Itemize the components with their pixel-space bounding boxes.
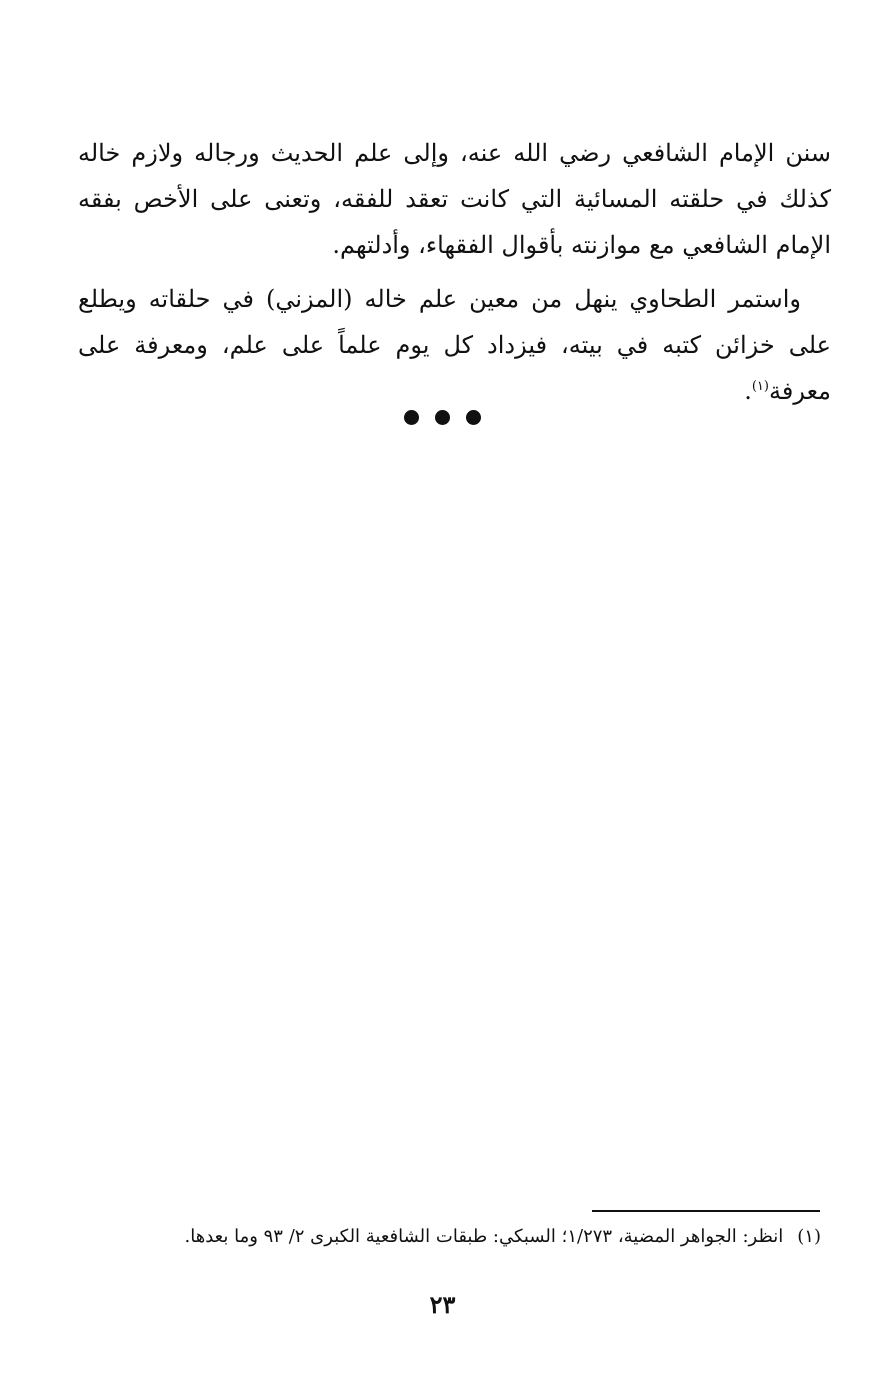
separator-dot: [435, 410, 450, 425]
separator-dot: [404, 410, 419, 425]
body-text: [78, 130, 831, 414]
footnote: [78, 1222, 821, 1252]
paragraph-1-text: سنن الإمام الشافعي رضي الله عنه، وإلى علم الحديث ورجاله ولازم خاله كذلك في حلقته المسائية التي كانت تعقد للفقه، وتعنى على الأخص بفقه الإمام الشافعي مع موازنته بأقوال الفقهاء، وأدلتهم.: [78, 139, 832, 259]
footnote-divider: [592, 1210, 820, 1212]
paragraph-1: [78, 130, 831, 268]
footnote-reference: (١): [751, 379, 769, 394]
paragraph-2-text: واستمر الطحاوي ينهل من معين علم خاله (المزني) في حلقاته ويطلع على خزائن كتبه في بيته، فيزداد كل يوم علماً على علم، ومعرفة على معرفة: [78, 285, 831, 405]
paragraph-2-end-punct: .: [744, 377, 752, 405]
footnote-marker: (١): [797, 1226, 821, 1247]
section-separator: [0, 410, 885, 425]
separator-dot: [466, 410, 481, 425]
footnote-text: انظر: الجواهر المضية، ١/٢٧٣؛ السبكي: طبقات الشافعية الكبرى ٢/ ٩٣ وما بعدها.: [184, 1226, 784, 1247]
page-number: ٢٣: [429, 1290, 456, 1319]
paragraph-2: [78, 276, 831, 414]
